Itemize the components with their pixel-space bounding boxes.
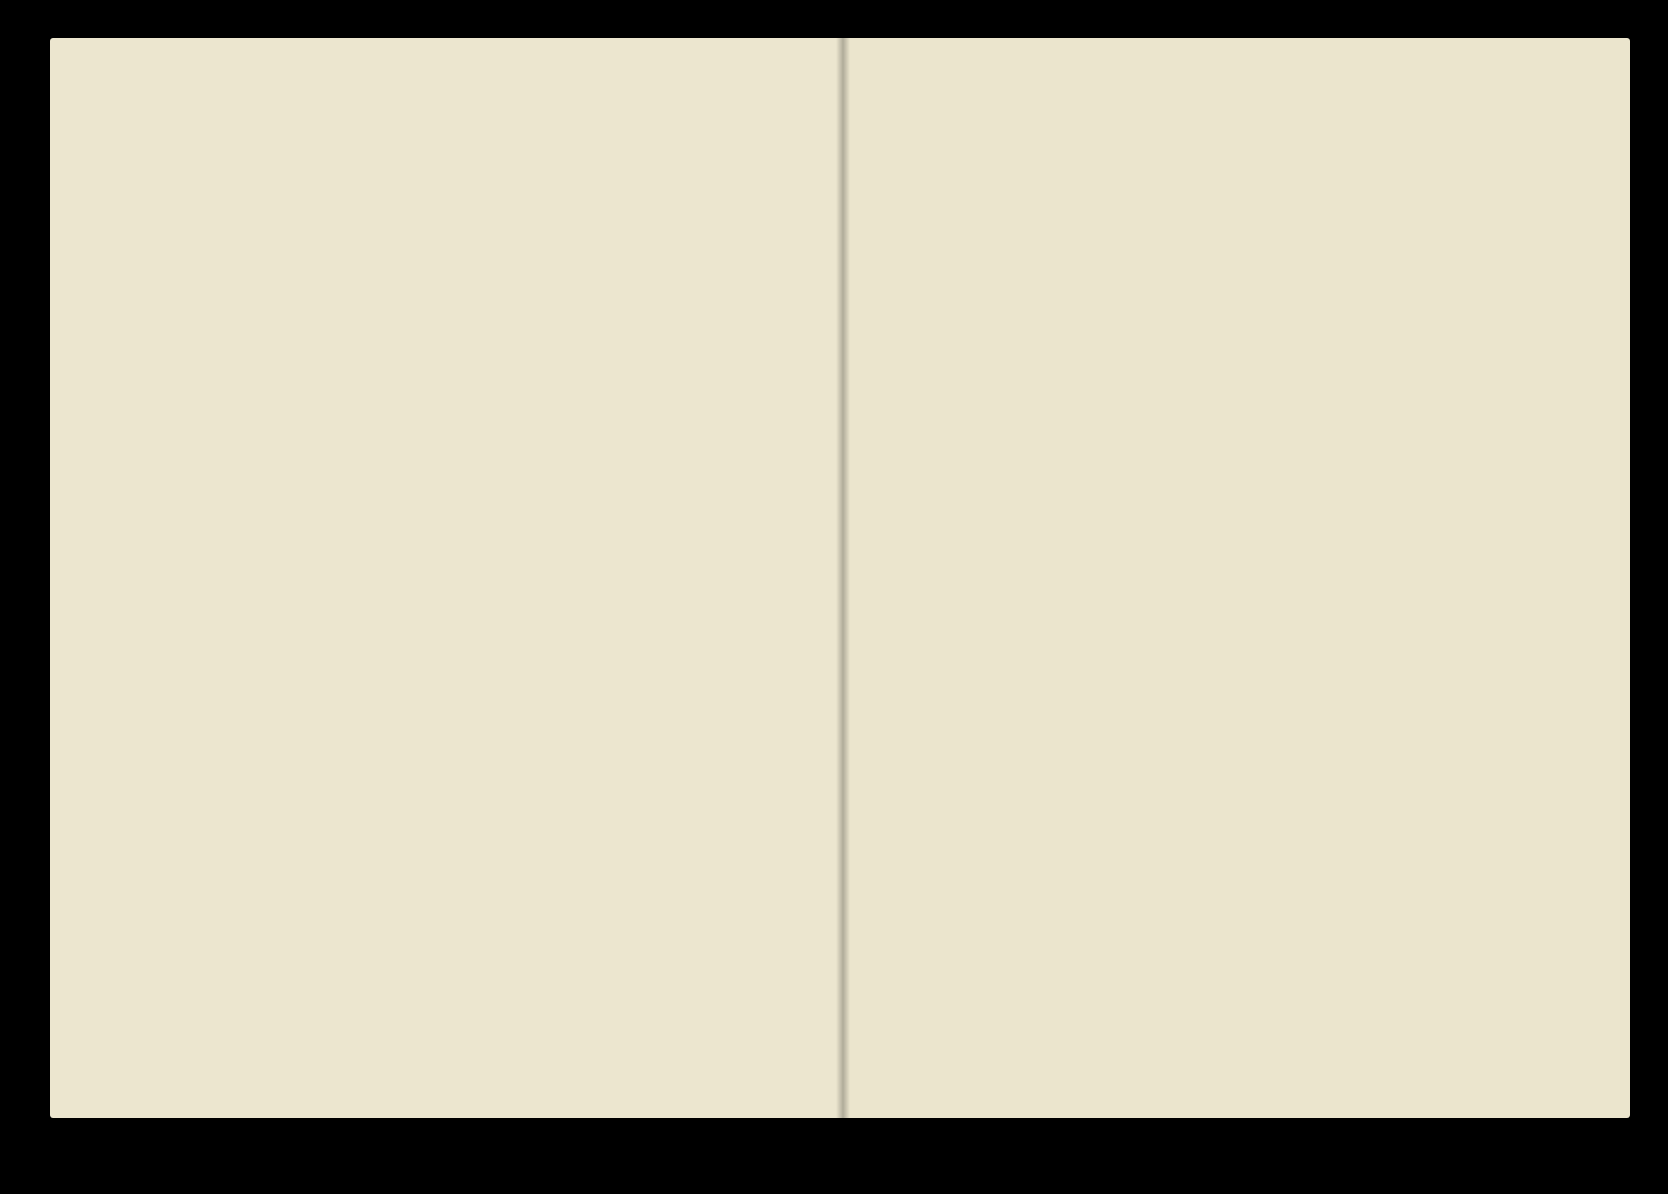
- right-page: [842, 38, 1630, 1118]
- left-page: [50, 38, 842, 1118]
- book-gutter: [836, 38, 850, 1118]
